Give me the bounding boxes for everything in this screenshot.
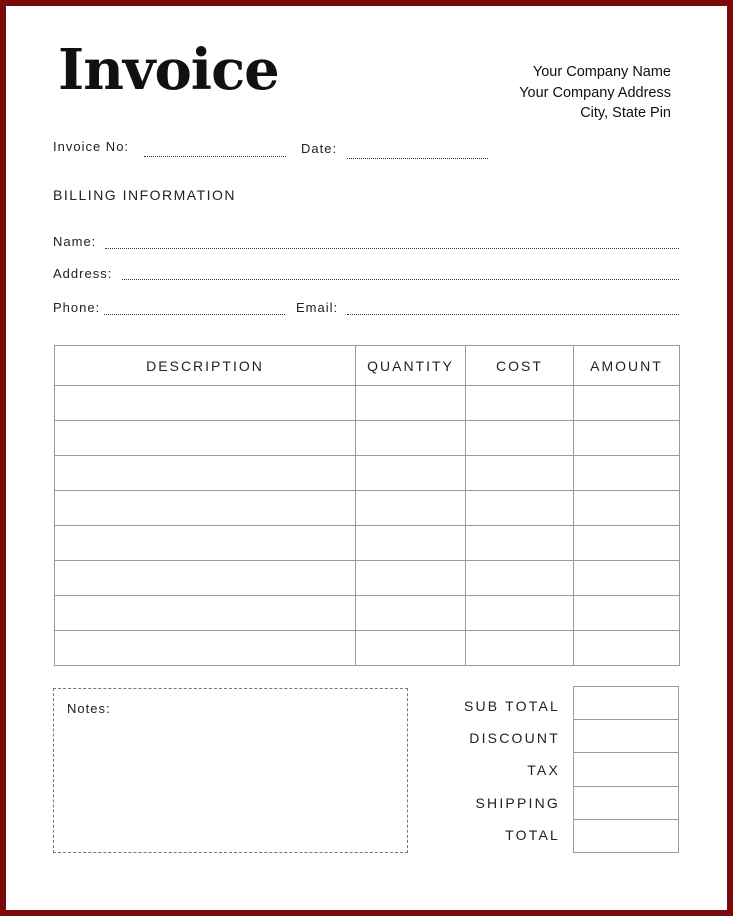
notes-label: Notes: [67, 701, 111, 716]
description-cell[interactable] [55, 456, 356, 491]
items-table [54, 345, 680, 666]
tax-cell[interactable] [574, 753, 679, 786]
quantity-cell[interactable] [356, 596, 466, 631]
quantity-cell[interactable] [356, 561, 466, 596]
description-cell[interactable] [55, 421, 356, 456]
shipping-cell[interactable] [574, 786, 679, 819]
tax-label: TAX [527, 762, 560, 779]
company-city: City, State Pin [580, 105, 671, 121]
totals-table [573, 686, 679, 853]
description-cell[interactable] [55, 596, 356, 631]
table-row [55, 561, 680, 596]
quantity-cell[interactable] [356, 421, 466, 456]
invoice-no-label: Invoice No: [53, 139, 130, 154]
cost-cell[interactable] [466, 631, 574, 666]
cost-cell[interactable] [466, 561, 574, 596]
company-block [519, 62, 671, 124]
cost-cell[interactable] [466, 491, 574, 526]
shipping-label: SHIPPING [475, 794, 560, 811]
description-cell[interactable] [55, 561, 356, 596]
amount-cell[interactable] [574, 561, 680, 596]
table-row [55, 456, 680, 491]
cost-cell[interactable] [466, 526, 574, 561]
total-cell[interactable] [574, 819, 679, 852]
notes-box[interactable] [53, 688, 408, 853]
description-cell[interactable] [55, 526, 356, 561]
billing-heading: BILLING INFORMATION [53, 187, 237, 203]
quantity-cell[interactable] [356, 386, 466, 421]
discount-label: DISCOUNT [469, 730, 560, 747]
company-name: Your Company Name [532, 64, 671, 80]
invoice-title: Invoice [58, 37, 279, 103]
table-row [55, 421, 680, 456]
total-label: TOTAL [505, 826, 560, 843]
cost-cell[interactable] [466, 386, 574, 421]
amount-cell[interactable] [574, 526, 680, 561]
phone-field[interactable] [104, 314, 285, 315]
quantity-cell[interactable] [356, 456, 466, 491]
amount-cell[interactable] [574, 596, 680, 631]
header-amount: AMOUNT [574, 346, 680, 386]
description-cell[interactable] [55, 631, 356, 666]
description-cell[interactable] [55, 491, 356, 526]
header-description: DESCRIPTION [55, 346, 356, 386]
cost-cell[interactable] [466, 421, 574, 456]
cost-cell[interactable] [466, 596, 574, 631]
phone-label: Phone: [53, 300, 101, 315]
table-row [55, 631, 680, 666]
date-field[interactable] [347, 158, 488, 159]
cost-cell[interactable] [466, 456, 574, 491]
totals-labels [464, 690, 560, 851]
subtotal-cell[interactable] [574, 687, 679, 720]
name-label: Name: [53, 234, 97, 249]
quantity-cell[interactable] [356, 526, 466, 561]
quantity-cell[interactable] [356, 631, 466, 666]
quantity-cell[interactable] [356, 491, 466, 526]
amount-cell[interactable] [574, 491, 680, 526]
name-field[interactable] [105, 248, 679, 249]
date-label: Date: [301, 141, 338, 156]
address-label: Address: [53, 266, 113, 281]
address-field[interactable] [122, 279, 679, 280]
invoice-no-field[interactable] [144, 156, 286, 157]
amount-cell[interactable] [574, 386, 680, 421]
table-row [55, 491, 680, 526]
amount-cell[interactable] [574, 631, 680, 666]
discount-cell[interactable] [574, 720, 679, 753]
table-row [55, 386, 680, 421]
description-cell[interactable] [55, 386, 356, 421]
table-row [55, 596, 680, 631]
header-cost: COST [466, 346, 574, 386]
email-field[interactable] [347, 314, 679, 315]
email-label: Email: [296, 300, 339, 315]
header-quantity: QUANTITY [356, 346, 466, 386]
amount-cell[interactable] [574, 421, 680, 456]
subtotal-label: SUB TOTAL [463, 698, 560, 714]
table-row [55, 526, 680, 561]
company-address: Your Company Address [519, 84, 671, 101]
amount-cell[interactable] [574, 456, 680, 491]
items-header-row [55, 346, 680, 386]
